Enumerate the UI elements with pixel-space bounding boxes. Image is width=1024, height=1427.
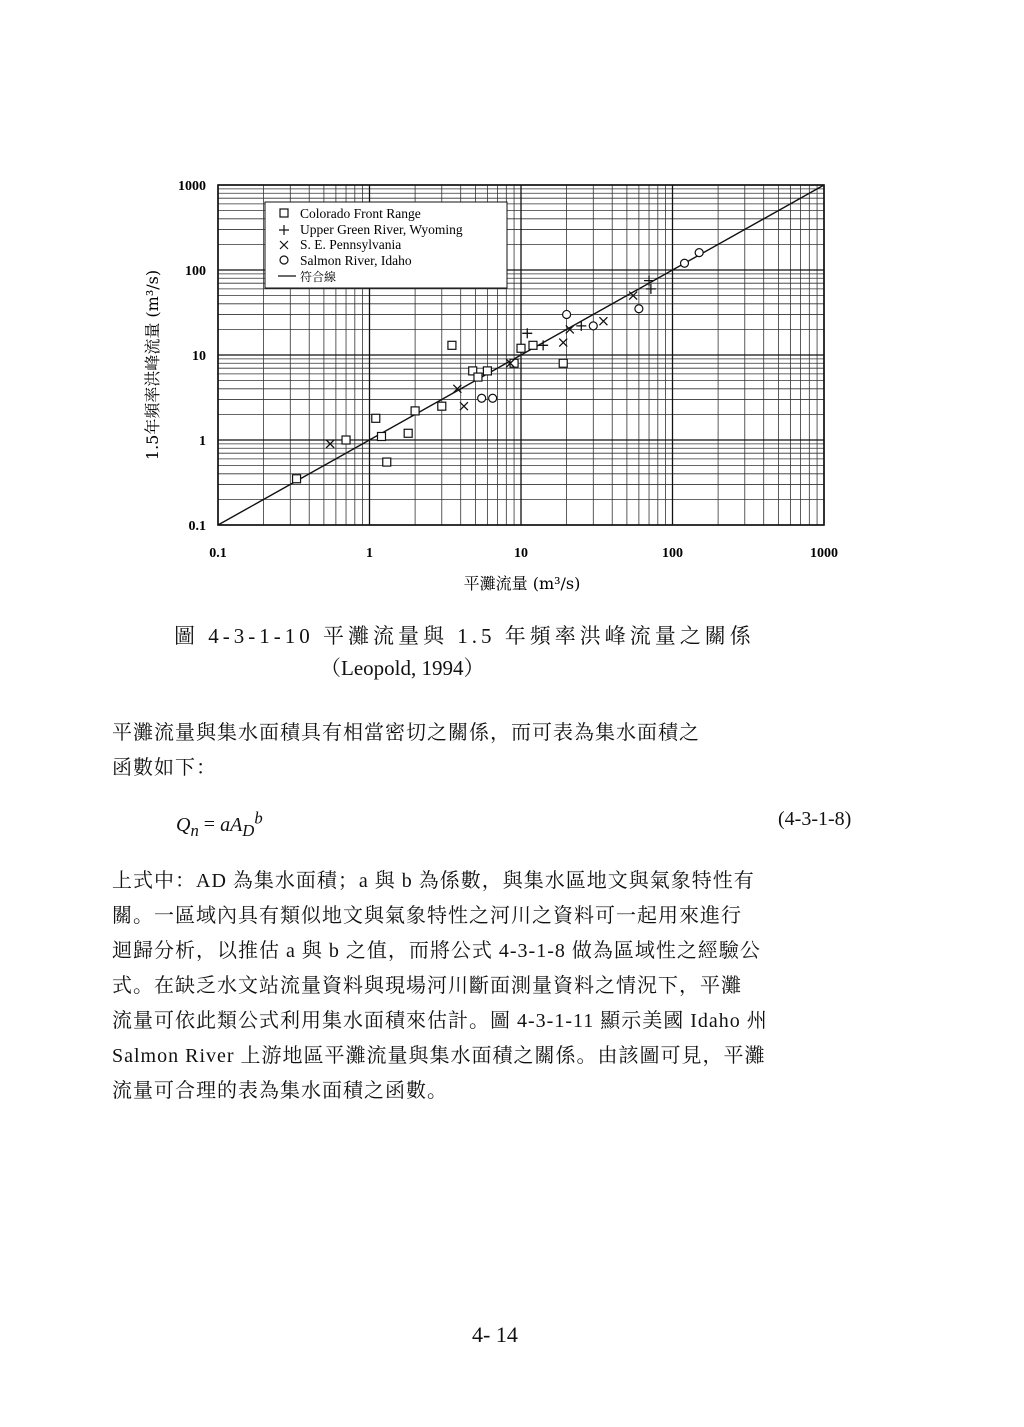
paragraph-2-line-4: 式。在缺乏水文站流量資料與現場河川斷面測量資料之情況下，平灘 — [112, 975, 742, 997]
figure-citation: （Leopold, 1994） — [320, 656, 485, 680]
legend-entry-colorado: Colorado Front Range — [300, 206, 421, 221]
y-tick-label: 100 — [185, 264, 206, 279]
point-circle — [589, 322, 597, 330]
paragraph-1-line-2: 函數如下： — [112, 757, 217, 779]
figure-caption: 圖 4-3-1-10 平灘流量與 1.5 年頻率洪峰流量之關係 — [174, 624, 755, 648]
point-circle — [695, 249, 703, 257]
point-square — [474, 373, 482, 381]
point-square — [411, 407, 419, 415]
point-plus — [646, 284, 656, 294]
paragraph-2-line-7: 流量可合理的表為集水面積之函數。 — [112, 1080, 448, 1102]
paragraph-2-line-6: Salmon River 上游地區平灘流量與集水面積之關係。由該圖可見，平灘 — [112, 1045, 766, 1067]
point-square — [383, 458, 391, 466]
point-circle — [489, 394, 497, 402]
paragraph-2-line-3: 迴歸分析，以推估 a 與 b 之值，而將公式 4-3-1-8 做為區域性之經驗公 — [112, 940, 761, 962]
point-square — [293, 475, 301, 483]
x-tick-label: 10 — [514, 546, 528, 561]
x-tick-label: 1 — [366, 546, 373, 561]
point-circle — [635, 305, 643, 313]
x-tick-label: 0.1 — [209, 546, 227, 561]
point-circle — [563, 310, 571, 318]
equation-number: (4-3-1-8) — [778, 808, 852, 830]
legend-entry-pennsylvania: S. E. Pennsylvania — [300, 237, 402, 252]
y-tick-label: 0.1 — [188, 519, 206, 534]
point-square — [404, 429, 412, 437]
point-square — [448, 341, 456, 349]
point-plus — [538, 340, 548, 350]
point-square — [377, 432, 385, 440]
x-tick-label: 100 — [662, 546, 683, 561]
point-square — [517, 344, 525, 352]
point-square — [559, 359, 567, 367]
point-x — [559, 339, 567, 347]
y-tick-label: 1000 — [178, 179, 206, 194]
paragraph-2-line-2: 關。一區域內具有類似地文與氣象特性之河川之資料可一起用來進行 — [112, 905, 742, 927]
legend-entry-fit: 符合線 — [300, 270, 337, 284]
point-x — [599, 317, 607, 325]
legend-entry-salmon: Salmon River, Idaho — [300, 253, 412, 268]
chart — [0, 0, 1024, 600]
point-square — [372, 414, 380, 422]
point-circle — [680, 259, 688, 267]
paragraph-2-line-5: 流量可依此類公式利用集水面積來估計。圖 4-3-1-11 顯示美國 Idaho 州 — [112, 1010, 768, 1032]
page-number: 4- 14 — [472, 1322, 518, 1347]
point-x — [460, 402, 468, 410]
point-square — [529, 341, 537, 349]
x-tick-label: 1000 — [810, 546, 838, 561]
y-axis-label: 1.5年頻率洪峰流量 (m³/s) — [143, 269, 162, 461]
legend-entry-green-river: Upper Green River, Wyoming — [300, 222, 463, 237]
point-plus — [644, 276, 654, 286]
point-square — [342, 436, 350, 444]
equation: $Q_n = aA_D^b$ — [176, 808, 263, 840]
point-square — [483, 367, 491, 375]
y-tick-label: 10 — [192, 349, 206, 364]
y-tick-label: 1 — [199, 434, 206, 449]
paragraph-1-line-1: 平灘流量與集水面積具有相當密切之關係，而可表為集水面積之 — [112, 722, 700, 744]
point-square — [438, 402, 446, 410]
paragraph-2-line-1: 上式中：AD 為集水面積；a 與 b 為係數，與集水區地文與氣象特性有 — [112, 870, 755, 892]
x-axis-label: 平灘流量 (m³/s) — [463, 574, 581, 593]
point-circle — [478, 394, 486, 402]
point-square — [510, 359, 518, 367]
